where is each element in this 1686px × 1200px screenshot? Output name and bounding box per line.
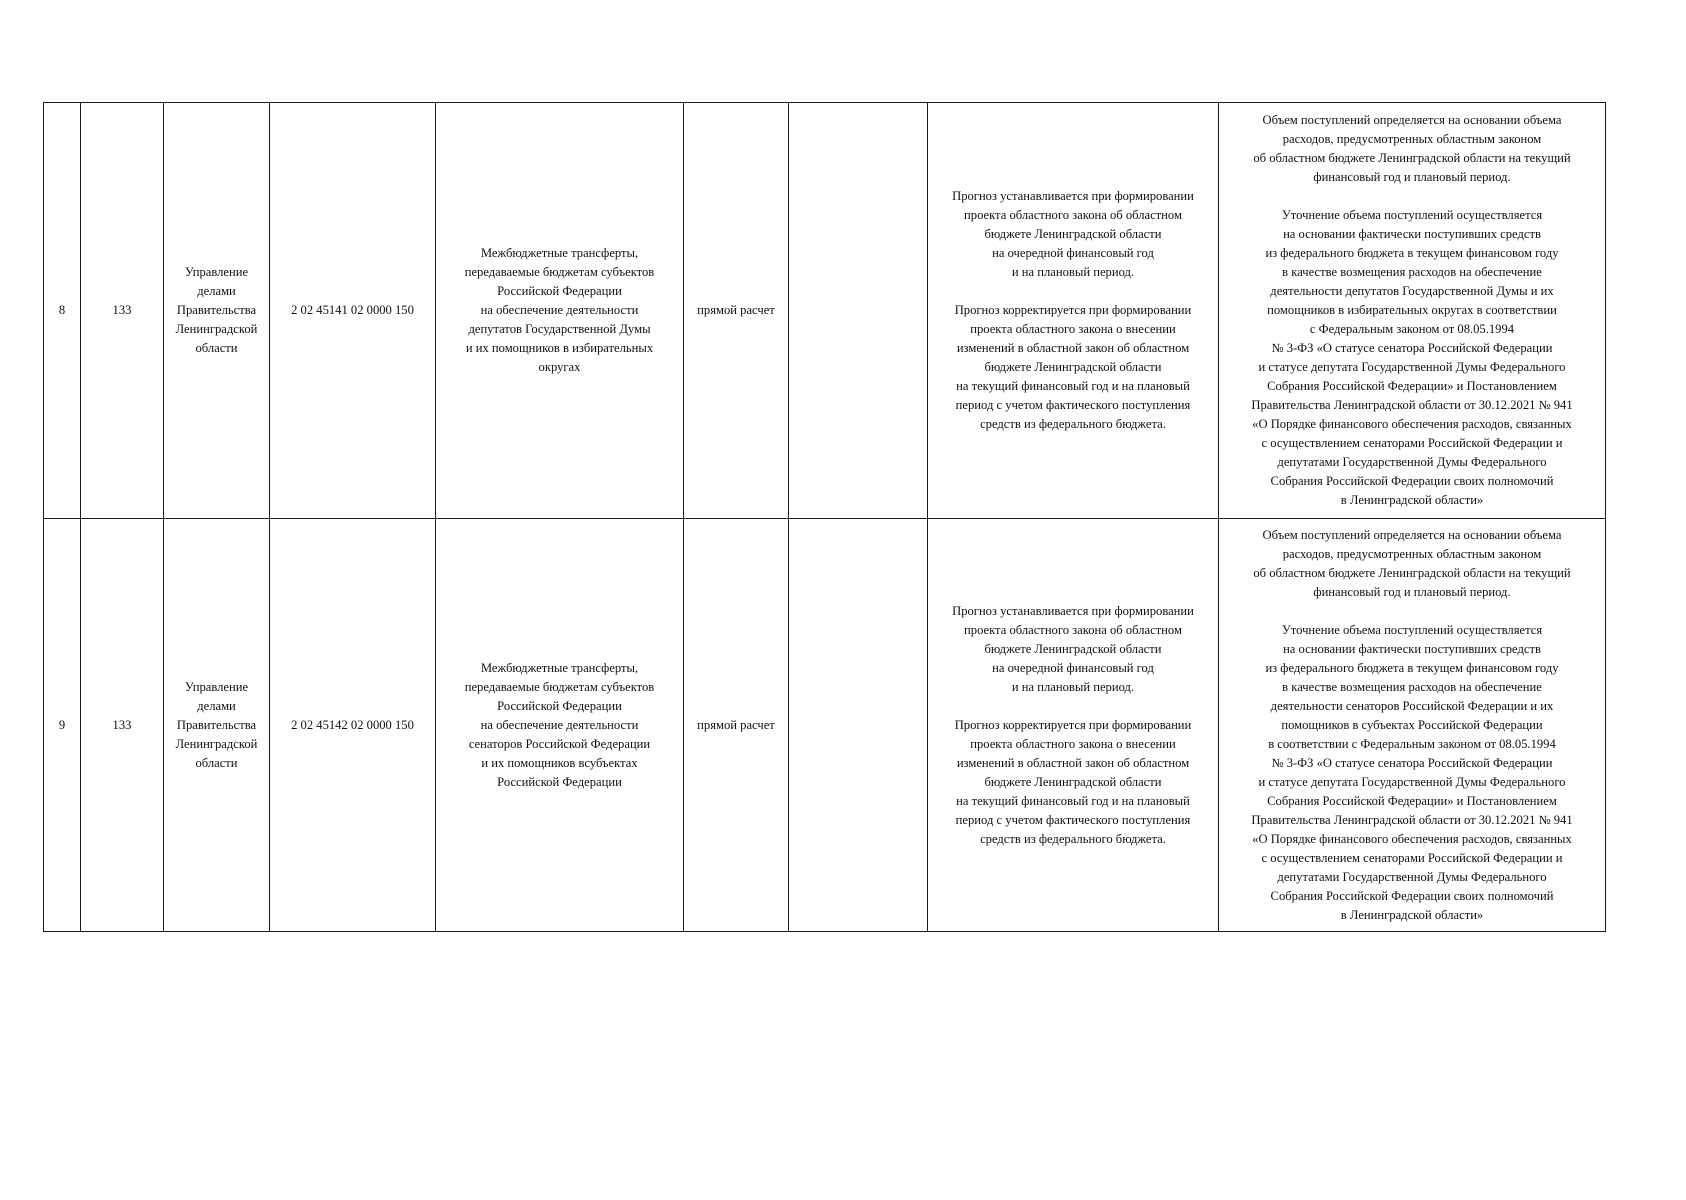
table-row xyxy=(44,103,1606,519)
indicator-description xyxy=(1219,519,1606,932)
calculation-method: прямой расчет xyxy=(684,103,789,519)
budget-classification-code: 2 02 45142 02 0000 150 xyxy=(270,519,436,932)
administrator-name-text: Управление делами Правительства Ленинградской области xyxy=(175,265,258,355)
forecast-algorithm-text: Прогноз устанавливается при формировании проекта областного закона об областном бюджете Ленинградской области на очередной финансовый год и на плановый период. Прогноз корректируется при формировании проекта областного закона о внесении изменений в областной закон об областном бюджете Ленинградской области на текущий финансовый год и на плановый период с учетом фактического поступления средств из федерального бюджета. xyxy=(952,189,1194,431)
revenue-name-text: Межбюджетные трансферты, передаваемые бюджетам субъектов Российской Федерации на обеспечение деятельности депутатов Государственной Думы и их помощников в избирательных округах xyxy=(464,246,655,374)
administrator-name xyxy=(164,519,270,932)
budget-classification-code: 2 02 45141 02 0000 150 xyxy=(270,103,436,519)
indicator-description-text: Объем поступлений определяется на основании объема расходов, предусмотренных областным законом об областном бюджете Ленинградской области на текущий финансовый год и плановый период. Уточнение объема поступлений осуществляется на основании фактически поступивших средств из федерального бюджета в текущем финансовом году в качестве возмещения расходов на обеспечение деятельности сенаторов Российской Федерации и их помощников в субъектах Российской Федерации в соответствии с Федеральным законом от 08.05.1994 № 3-ФЗ «О статусе сенатора Российской Федерации и статусе депутата Государственной Думы Федерального Собрания Российской Федерации» и Постановлением Правительства Ленинградской области от 30.12.2021 № 941 «О Порядке финансового обеспечения расходов, связанных с осуществлением сенаторами Российской Федерации и депутатами Государственной Думы Федерального Собрания Российской Федерации своих полномочий в Ленинградской области» xyxy=(1251,527,1573,922)
administrator-name-text: Управление делами Правительства Ленинградской области xyxy=(175,679,258,770)
indicator-description-text: Объем поступлений определяется на основании объема расходов, предусмотренных областным законом об областном бюджете Ленинградской области на текущий финансовый год и плановый период. Уточнение объема поступлений осуществляется на основании фактически поступивших средств из федерального бюджета в текущем финансовом году в качестве возмещения расходов на обеспечение деятельности депутатов Государственной Думы и их помощников в избирательных округах в соответствии с Федеральным законом от 08.05.1994 № 3-ФЗ «О статусе сенатора Российской Федерации и статусе депутата Государственной Думы Федерального Собрания Российской Федерации» и Постановлением Правительства Ленинградской области от 30.12.2021 № 941 «О Порядке финансового обеспечения расходов, связанных с осуществлением сенаторами Российской Федерации и депутатами Государственной Думы Федерального Собрания Российской Федерации своих полномочий в Ленинградской области» xyxy=(1251,113,1573,507)
table-row xyxy=(44,519,1606,932)
administrator-code: 133 xyxy=(81,519,164,932)
revenue-name xyxy=(436,103,684,519)
row-number: 8 xyxy=(44,103,81,519)
revenue-name-text: Межбюджетные трансферты, передаваемые бюджетам субъектов Российской Федерации на обеспечение деятельности сенаторов Российской Федерации и их помощников всубъектах Российской Федерации xyxy=(464,660,655,789)
administrator-name xyxy=(164,103,270,519)
forecast-algorithm-text: Прогноз устанавливается при формировании проекта областного закона об областном бюджете Ленинградской области на очередной финансовый год и на плановый период. Прогноз корректируется при формировании проекта областного закона о внесении изменений в областной закон об областном бюджете Ленинградской области на текущий финансовый год и на плановый период с учетом фактического поступления средств из федерального бюджета. xyxy=(952,603,1194,846)
forecast-algorithm xyxy=(928,103,1219,519)
calculation-method: прямой расчет xyxy=(684,519,789,932)
revenue-forecast-table xyxy=(43,102,1606,932)
indicator-description xyxy=(1219,103,1606,519)
revenue-name xyxy=(436,519,684,932)
forecast-algorithm xyxy=(928,519,1219,932)
row-number: 9 xyxy=(44,519,81,932)
calculation-formula xyxy=(789,103,928,519)
calculation-formula xyxy=(789,519,928,932)
administrator-code: 133 xyxy=(81,103,164,519)
